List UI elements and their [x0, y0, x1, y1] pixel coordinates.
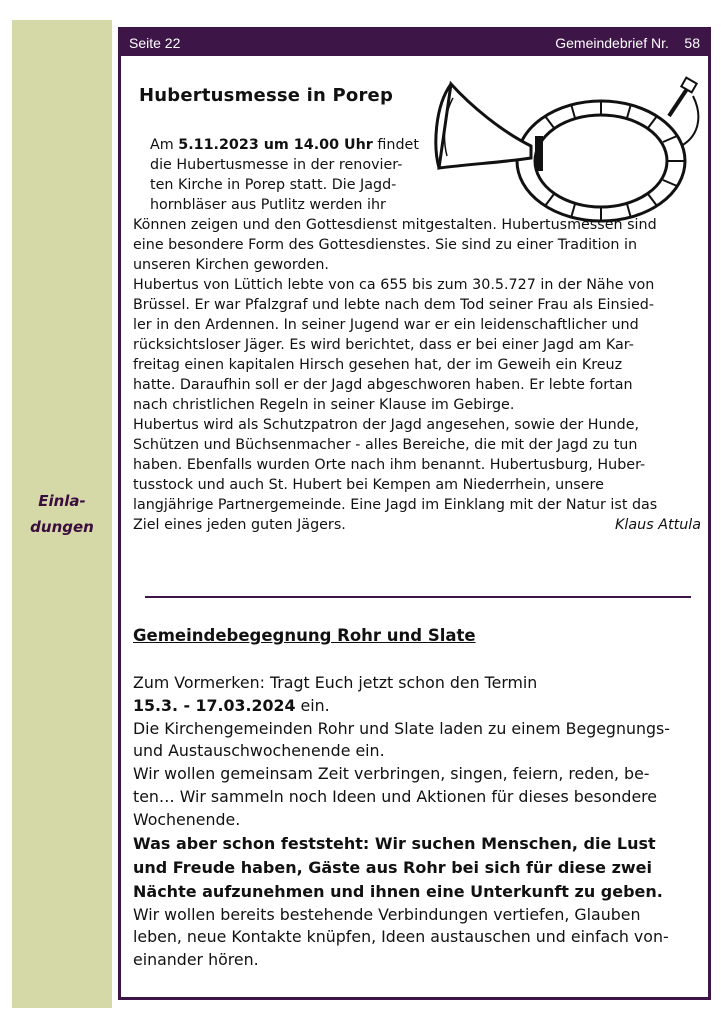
text-line: leben, neue Kontakte knüpfen, Ideen austauschen und einfach von- — [133, 927, 669, 947]
section-divider — [145, 596, 691, 598]
text-line: Können zeigen und den Gottesdienst mitgestalten. Hubertusmessen sind — [133, 217, 657, 233]
text-line: haben. Ebenfalls wurden Orte nach ihm benannt. Hubertusburg, Huber- — [133, 457, 646, 473]
page-header — [121, 30, 708, 56]
page-frame — [118, 27, 711, 1000]
text-line: hatte. Daraufhin soll er der Jagd abgeschworen haben. Er lebte fortan — [133, 377, 633, 393]
author-name: Klaus Attula — [615, 517, 701, 533]
text-line: unseren Kirchen geworden. — [133, 257, 329, 273]
newsletter-name: Gemeindebrief Nr. — [555, 35, 669, 51]
text-line: Wir wollen bereits bestehende Verbindungen vertiefen, Glauben — [133, 904, 641, 924]
text-line: nach christlichen Regeln in seiner Klause im Gebirge. — [133, 397, 515, 413]
section-label-line2: dungen — [30, 518, 94, 536]
section-label-line1: Einla- — [38, 492, 86, 510]
text-line: ler in den Ardennen. In seiner Jugend war er ein leidenschaftlicher und — [133, 317, 639, 333]
text-line: ten Kirche in Porep statt. Die Jagd- — [150, 177, 397, 193]
highlight-line: und Freude haben, Gäste aus Rohr bei sich für diese zwei — [133, 857, 653, 877]
text-line: Schützen und Büchsenmacher - alles Bereiche, die mit der Jagd zu tun — [133, 437, 638, 453]
text-line: langjährige Partnergemeinde. Eine Jagd im Einklang mit der Natur ist das — [133, 497, 658, 513]
hunting-horn-icon — [431, 76, 706, 236]
date-line: 15.3. - 17.03.2024 ein. — [133, 695, 330, 715]
text-line: und Austauschwochenende ein. — [133, 741, 385, 761]
text-line: hornbläser aus Putlitz werden ihr — [150, 197, 386, 213]
text-line: Brüssel. Er war Pfalzgraf und lebte nach dem Tod seiner Frau als Einsied- — [133, 297, 655, 313]
text-line: Wochenende. — [133, 809, 241, 829]
text-line: die Hubertusmesse in der renovier- — [150, 157, 403, 173]
article-body — [133, 215, 701, 535]
newsletter-info — [555, 30, 700, 56]
section-label — [12, 488, 112, 540]
text-line: einander hören. — [133, 950, 259, 970]
text-line: Zum Vormerken: Tragt Euch jetzt schon den Termin — [133, 673, 538, 692]
article-title: Hubertusmesse in Porep — [139, 85, 394, 106]
article-intro — [150, 135, 435, 215]
intro-line: Am 5.11.2023 um 14.00 Uhr findet — [150, 137, 419, 153]
event-datetime: 5.11.2023 um 14.00 Uhr — [178, 137, 373, 153]
text-line: Die Kirchengemeinden Rohr und Slate laden zu einem Begegnungs- — [133, 718, 670, 738]
highlight-line: Nächte aufzunehmen und ihnen eine Unterkunft zu geben. — [133, 881, 663, 901]
highlight-line: Was aber schon feststeht: Wir suchen Menschen, die Lust — [133, 833, 656, 853]
event-date: 15.3. - 17.03.2024 — [133, 695, 296, 715]
issue-number: 58 — [684, 35, 700, 51]
text-line: Hubertus wird als Schutzpatron der Jagd angesehen, sowie der Hunde, — [133, 417, 640, 433]
text-line: eine besondere Form des Gottesdienstes. Sie sind zu einer Tradition in — [133, 237, 637, 253]
sidebar — [12, 20, 112, 1008]
text-line-last: Ziel eines jeden guten Jägers. Klaus Attula — [133, 517, 701, 533]
event-body — [133, 672, 701, 972]
page-number: Seite 22 — [129, 35, 181, 51]
text-line: ten… Wir sammeln noch Ideen und Aktionen für dieses besondere — [133, 786, 658, 806]
text-line: Hubertus von Lüttich lebte von ca 655 bis zum 30.5.727 in der Nähe von — [133, 277, 655, 293]
event-title: Gemeindebegegnung Rohr und Slate — [133, 626, 476, 645]
text-line: freitag einen kapitalen Hirsch gesehen hat, der im Geweih ein Kreuz — [133, 357, 623, 373]
text-line: tusstock und auch St. Hubert bei Kempen am Niederrhein, unsere — [133, 477, 604, 493]
text-line: rücksichtsloser Jäger. Es wird berichtet, dass er bei einer Jagd am Kar- — [133, 337, 634, 353]
text-line: Wir wollen gemeinsam Zeit verbringen, singen, feiern, reden, be- — [133, 764, 650, 784]
